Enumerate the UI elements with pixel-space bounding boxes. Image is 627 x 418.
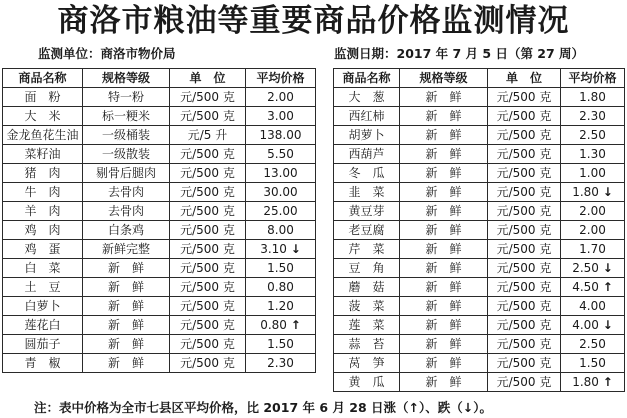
cell-price (561, 335, 625, 354)
cell-name: 莴 笋 (334, 354, 400, 373)
cell-name: 金龙鱼花生油 (3, 126, 83, 145)
cell-name: 蒜 苔 (334, 335, 400, 354)
cell-price (561, 164, 625, 183)
table-row (334, 88, 625, 107)
price-value: 2.50 (579, 128, 606, 142)
up-arrow-icon: ↑ (602, 375, 613, 389)
cell-spec: 新 鲜 (400, 126, 488, 145)
cell-name: 牛 肉 (3, 183, 83, 202)
table-row (334, 335, 625, 354)
right-header-row (334, 69, 625, 88)
price-value: 25.00 (263, 204, 298, 218)
table-row (3, 88, 316, 107)
table-row (3, 164, 316, 183)
cell-name: 黄 瓜 (334, 373, 400, 392)
cell-name: 黄豆芽 (334, 202, 400, 221)
price-value: 1.00 (579, 166, 606, 180)
cell-price (561, 202, 625, 221)
table-row (3, 126, 316, 145)
cell-price (561, 107, 625, 126)
table-row (3, 183, 316, 202)
cell-name: 白萝卜 (3, 297, 83, 316)
cell-spec: 新 鲜 (400, 88, 488, 107)
cell-name: 青 椒 (3, 354, 83, 373)
cell-price (246, 88, 316, 107)
price-value: 0.80 (260, 318, 287, 332)
cell-spec: 新 鲜 (83, 297, 170, 316)
price-value: 1.80 (572, 375, 599, 389)
cell-spec: 去骨肉 (83, 183, 170, 202)
cell-name: 芹 菜 (334, 240, 400, 259)
price-value: 2.00 (579, 204, 606, 218)
cell-unit: 元/500 克 (170, 164, 246, 183)
monitor-unit: 监测单位：商洛市物价局 (38, 46, 176, 61)
cell-spec: 新 鲜 (400, 164, 488, 183)
price-value: 1.50 (267, 261, 294, 275)
cell-unit: 元/500 克 (170, 316, 246, 335)
cell-unit: 元/500 克 (170, 297, 246, 316)
footnote: 注：表中价格为全市七县区平均价格，比 2017 年 6 月 28 日涨（↑）、跌（↓）。 (34, 400, 492, 415)
cell-unit: 元/500 克 (488, 335, 561, 354)
cell-price (561, 354, 625, 373)
down-arrow-icon: ↓ (602, 185, 613, 199)
cell-spec: 新 鲜 (400, 335, 488, 354)
cell-name: 莲 菜 (334, 316, 400, 335)
header-unit: 单 位 (488, 69, 561, 88)
cell-price (561, 145, 625, 164)
header-spec: 规格等级 (400, 69, 488, 88)
cell-spec: 新 鲜 (83, 335, 170, 354)
cell-name: 面 粉 (3, 88, 83, 107)
cell-unit: 元/500 克 (170, 240, 246, 259)
cell-price (246, 221, 316, 240)
cell-price (561, 297, 625, 316)
price-value: 2.00 (579, 223, 606, 237)
price-value: 5.50 (267, 147, 294, 161)
cell-unit: 元/500 克 (170, 354, 246, 373)
header-spec: 规格等级 (83, 69, 170, 88)
cell-price (246, 164, 316, 183)
table-row (334, 145, 625, 164)
up-arrow-icon: ↑ (290, 318, 301, 332)
cell-unit: 元/500 克 (170, 278, 246, 297)
cell-name: 白 菜 (3, 259, 83, 278)
table-row (334, 297, 625, 316)
cell-price (246, 145, 316, 164)
cell-spec: 一级散装 (83, 145, 170, 164)
table-row (3, 354, 316, 373)
cell-unit: 元/500 克 (170, 88, 246, 107)
cell-unit: 元/500 克 (488, 297, 561, 316)
cell-unit: 元/500 克 (488, 183, 561, 202)
cell-unit: 元/500 克 (488, 316, 561, 335)
price-value: 1.30 (579, 147, 606, 161)
table-row (334, 316, 625, 335)
cell-spec: 新鲜完整 (83, 240, 170, 259)
table-row (3, 335, 316, 354)
cell-price (561, 259, 625, 278)
cell-price (246, 297, 316, 316)
price-value: 3.00 (267, 109, 294, 123)
price-value: 13.00 (263, 166, 298, 180)
price-value: 4.50 (572, 280, 599, 294)
cell-unit: 元/500 克 (488, 221, 561, 240)
table-row (334, 183, 625, 202)
table-row (334, 240, 625, 259)
cell-name: 老豆腐 (334, 221, 400, 240)
cell-price (561, 221, 625, 240)
cell-unit: 元/500 克 (488, 164, 561, 183)
cell-price (246, 354, 316, 373)
price-value: 2.30 (267, 356, 294, 370)
table-row (334, 202, 625, 221)
price-value: 0.80 (267, 280, 294, 294)
cell-price (246, 316, 316, 335)
cell-unit: 元/500 克 (170, 221, 246, 240)
header-price: 平均价格 (561, 69, 625, 88)
cell-price (561, 278, 625, 297)
price-value: 2.00 (267, 90, 294, 104)
cell-unit: 元/500 克 (488, 126, 561, 145)
cell-unit: 元/500 克 (170, 107, 246, 126)
cell-name: 菠 菜 (334, 297, 400, 316)
price-value: 1.80 (572, 185, 599, 199)
price-value: 4.00 (572, 318, 599, 332)
table-row (334, 259, 625, 278)
cell-spec: 新 鲜 (400, 354, 488, 373)
cell-name: 大 葱 (334, 88, 400, 107)
table-row (3, 202, 316, 221)
cell-name: 冬 瓜 (334, 164, 400, 183)
right-price-table (333, 68, 625, 392)
table-row (3, 107, 316, 126)
table-row (334, 278, 625, 297)
header-unit: 单 位 (170, 69, 246, 88)
header-price: 平均价格 (246, 69, 316, 88)
cell-spec: 新 鲜 (83, 354, 170, 373)
cell-spec: 特一粉 (83, 88, 170, 107)
cell-unit: 元/500 克 (488, 373, 561, 392)
cell-name: 羊 肉 (3, 202, 83, 221)
cell-spec: 新 鲜 (400, 373, 488, 392)
cell-name: 胡萝卜 (334, 126, 400, 145)
left-price-table (2, 68, 316, 373)
table-row (3, 240, 316, 259)
up-arrow-icon: ↑ (602, 280, 613, 294)
cell-unit: 元/500 克 (170, 183, 246, 202)
cell-price (246, 259, 316, 278)
down-arrow-icon: ↓ (602, 261, 613, 275)
down-arrow-icon: ↓ (602, 318, 613, 332)
cell-unit: 元/500 克 (170, 145, 246, 164)
cell-spec: 新 鲜 (400, 221, 488, 240)
cell-price (561, 88, 625, 107)
cell-name: 莲花白 (3, 316, 83, 335)
cell-name: 猪 肉 (3, 164, 83, 183)
cell-spec: 新 鲜 (400, 278, 488, 297)
cell-unit: 元/500 克 (488, 145, 561, 164)
cell-price (561, 183, 625, 202)
price-value: 1.80 (579, 90, 606, 104)
price-value: 2.50 (579, 337, 606, 351)
cell-spec: 新 鲜 (400, 316, 488, 335)
price-value: 4.00 (579, 299, 606, 313)
price-value: 1.50 (579, 356, 606, 370)
table-row (334, 164, 625, 183)
table-row (334, 221, 625, 240)
cell-price (561, 373, 625, 392)
price-value: 1.70 (579, 242, 606, 256)
cell-price (561, 316, 625, 335)
cell-name: 鸡 肉 (3, 221, 83, 240)
cell-spec: 剔骨后腿肉 (83, 164, 170, 183)
cell-unit: 元/500 克 (488, 88, 561, 107)
price-value: 8.00 (267, 223, 294, 237)
cell-unit: 元/500 克 (488, 354, 561, 373)
cell-price (246, 107, 316, 126)
cell-spec: 新 鲜 (400, 107, 488, 126)
cell-name: 菜籽油 (3, 145, 83, 164)
table-row (334, 373, 625, 392)
cell-price (246, 183, 316, 202)
cell-spec: 白条鸡 (83, 221, 170, 240)
cell-unit: 元/500 克 (488, 240, 561, 259)
table-row (3, 221, 316, 240)
table-row (334, 107, 625, 126)
cell-price (246, 126, 316, 145)
cell-unit: 元/500 克 (488, 202, 561, 221)
price-value: 30.00 (263, 185, 298, 199)
cell-name: 豆 角 (334, 259, 400, 278)
price-value: 1.20 (267, 299, 294, 313)
cell-spec: 一级桶装 (83, 126, 170, 145)
cell-name: 西红柿 (334, 107, 400, 126)
left-table-body (3, 88, 316, 373)
header-name: 商品名称 (334, 69, 400, 88)
left-header-row (3, 69, 316, 88)
price-value: 2.30 (579, 109, 606, 123)
cell-spec: 新 鲜 (83, 316, 170, 335)
cell-name: 韭 菜 (334, 183, 400, 202)
header-name: 商品名称 (3, 69, 83, 88)
table-row (3, 259, 316, 278)
cell-spec: 去骨肉 (83, 202, 170, 221)
cell-name: 土 豆 (3, 278, 83, 297)
cell-name: 圆茄子 (3, 335, 83, 354)
cell-spec: 标一粳米 (83, 107, 170, 126)
price-value: 2.50 (572, 261, 599, 275)
right-table-body (334, 88, 625, 392)
cell-unit: 元/500 克 (488, 259, 561, 278)
cell-price (246, 335, 316, 354)
cell-price (246, 278, 316, 297)
cell-name: 鸡 蛋 (3, 240, 83, 259)
cell-spec: 新 鲜 (83, 259, 170, 278)
cell-price (246, 240, 316, 259)
cell-spec: 新 鲜 (400, 202, 488, 221)
cell-unit: 元/500 克 (488, 278, 561, 297)
cell-unit: 元/500 克 (488, 107, 561, 126)
table-row (334, 126, 625, 145)
cell-price (561, 126, 625, 145)
cell-spec: 新 鲜 (83, 278, 170, 297)
cell-unit: 元/500 克 (170, 202, 246, 221)
cell-name: 蘑 菇 (334, 278, 400, 297)
price-value: 138.00 (259, 128, 302, 142)
price-value: 3.10 (260, 242, 287, 256)
cell-unit: 元/5 升 (170, 126, 246, 145)
cell-spec: 新 鲜 (400, 297, 488, 316)
cell-spec: 新 鲜 (400, 240, 488, 259)
table-row (3, 297, 316, 316)
down-arrow-icon: ↓ (290, 242, 301, 256)
cell-unit: 元/500 克 (170, 259, 246, 278)
cell-price (246, 202, 316, 221)
monitor-date: 监测日期：2017 年 7 月 5 日（第 27 周） (334, 46, 585, 61)
cell-name: 西葫芦 (334, 145, 400, 164)
page-title: 商洛市粮油等重要商品价格监测情况 (57, 3, 570, 39)
table-row (3, 145, 316, 164)
price-value: 1.50 (267, 337, 294, 351)
cell-spec: 新 鲜 (400, 259, 488, 278)
cell-unit: 元/500 克 (170, 335, 246, 354)
table-row (3, 278, 316, 297)
table-row (3, 316, 316, 335)
cell-price (561, 240, 625, 259)
cell-name: 大 米 (3, 107, 83, 126)
table-row (334, 354, 625, 373)
cell-spec: 新 鲜 (400, 183, 488, 202)
cell-spec: 新 鲜 (400, 145, 488, 164)
